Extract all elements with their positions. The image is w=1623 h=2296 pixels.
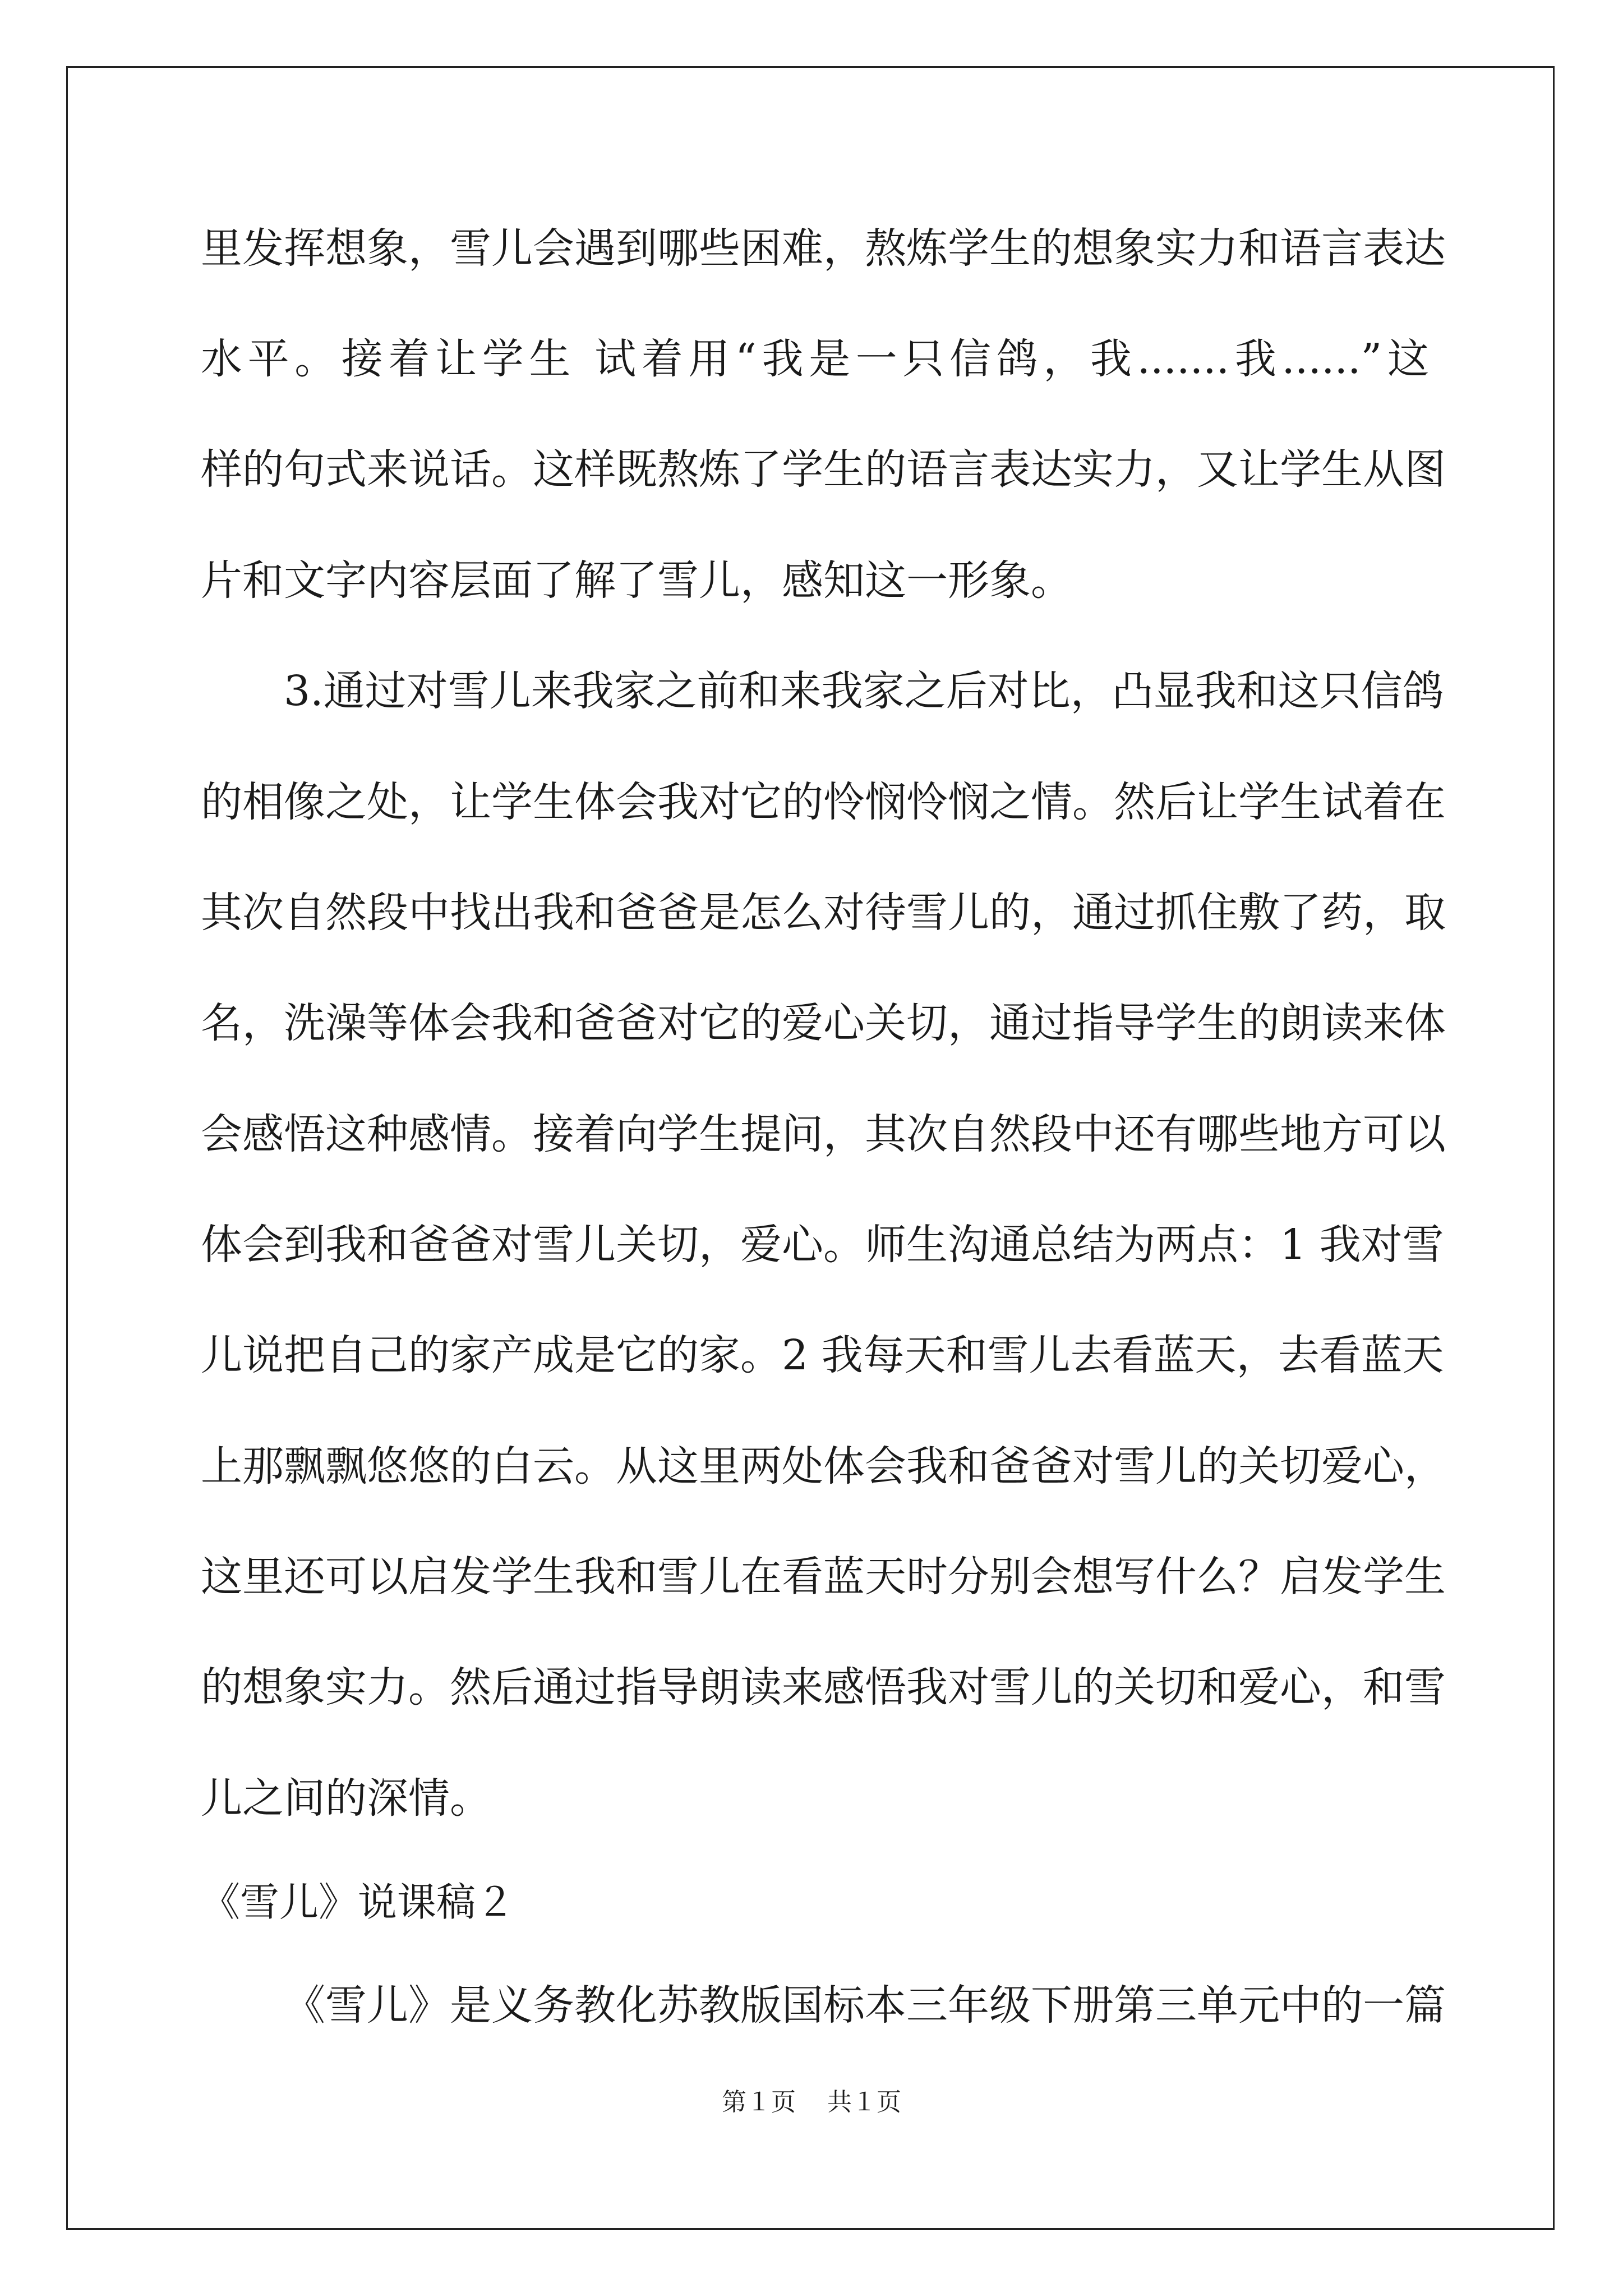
- page-footer: 第１页 共１页: [722, 2088, 901, 2116]
- paragraph-line: 样的句式来说话。这样既熬炼了学生的语言表达实力，又让学生从图: [201, 445, 1446, 494]
- paragraph-line: 体会到我和爸爸对雪儿关切，爱心。师生沟通总结为两点：1 我对雪: [201, 1221, 1444, 1269]
- paragraph-line: 名，洗澡等体会我和爸爸对它的爱心关切，通过指导学生的朗读来体: [201, 999, 1446, 1047]
- paragraph-line: 3.通过对雪儿来我家之前和来我家之后对比，凸显我和这只信鸽: [284, 667, 1444, 715]
- paragraph-line: 的想象实力。然后通过指导朗读来感悟我对雪儿的关切和爱心，和雪: [201, 1663, 1446, 1711]
- paragraph-line: 《雪儿》是义务教化苏教版国标本三年级下册第三单元中的一篇: [284, 1981, 1446, 2030]
- paragraph-line: 水平。接着让学生 试着用“我是一只信鸽，我.......我......”这: [201, 335, 1429, 383]
- paragraph-line: 会感悟这种感情。接着向学生提问，其次自然段中还有哪些地方可以: [201, 1110, 1446, 1158]
- paragraph-line: 的相像之处，让学生体会我对它的怜悯怜悯之情。然后让学生试着在: [201, 778, 1446, 826]
- paragraph-line: 里发挥想象，雪儿会遇到哪些困难，熬炼学生的想象实力和语言表达: [201, 224, 1446, 273]
- paragraph-line: 这里还可以启发学生我和雪儿在看蓝天时分别会想写什么？启发学生: [201, 1553, 1446, 1601]
- paragraph-line: 片和文字内容层面了解了雪儿，感知这一形象。: [201, 556, 1072, 605]
- paragraph-line: 儿说把自己的家产成是它的家。2 我每天和雪儿去看蓝天，去看蓝天: [201, 1331, 1444, 1379]
- paragraph-line: 上那飘飘悠悠的白云。从这里两处体会我和爸爸对雪儿的关切爱心，: [201, 1442, 1446, 1490]
- section-title: 《雪儿》说课稿２: [201, 1879, 515, 1925]
- paragraph-line: 其次自然段中找出我和爸爸是怎么对待雪儿的，通过抓住敷了药，取: [201, 889, 1446, 937]
- paragraph-line: 儿之间的深情。: [201, 1774, 491, 1823]
